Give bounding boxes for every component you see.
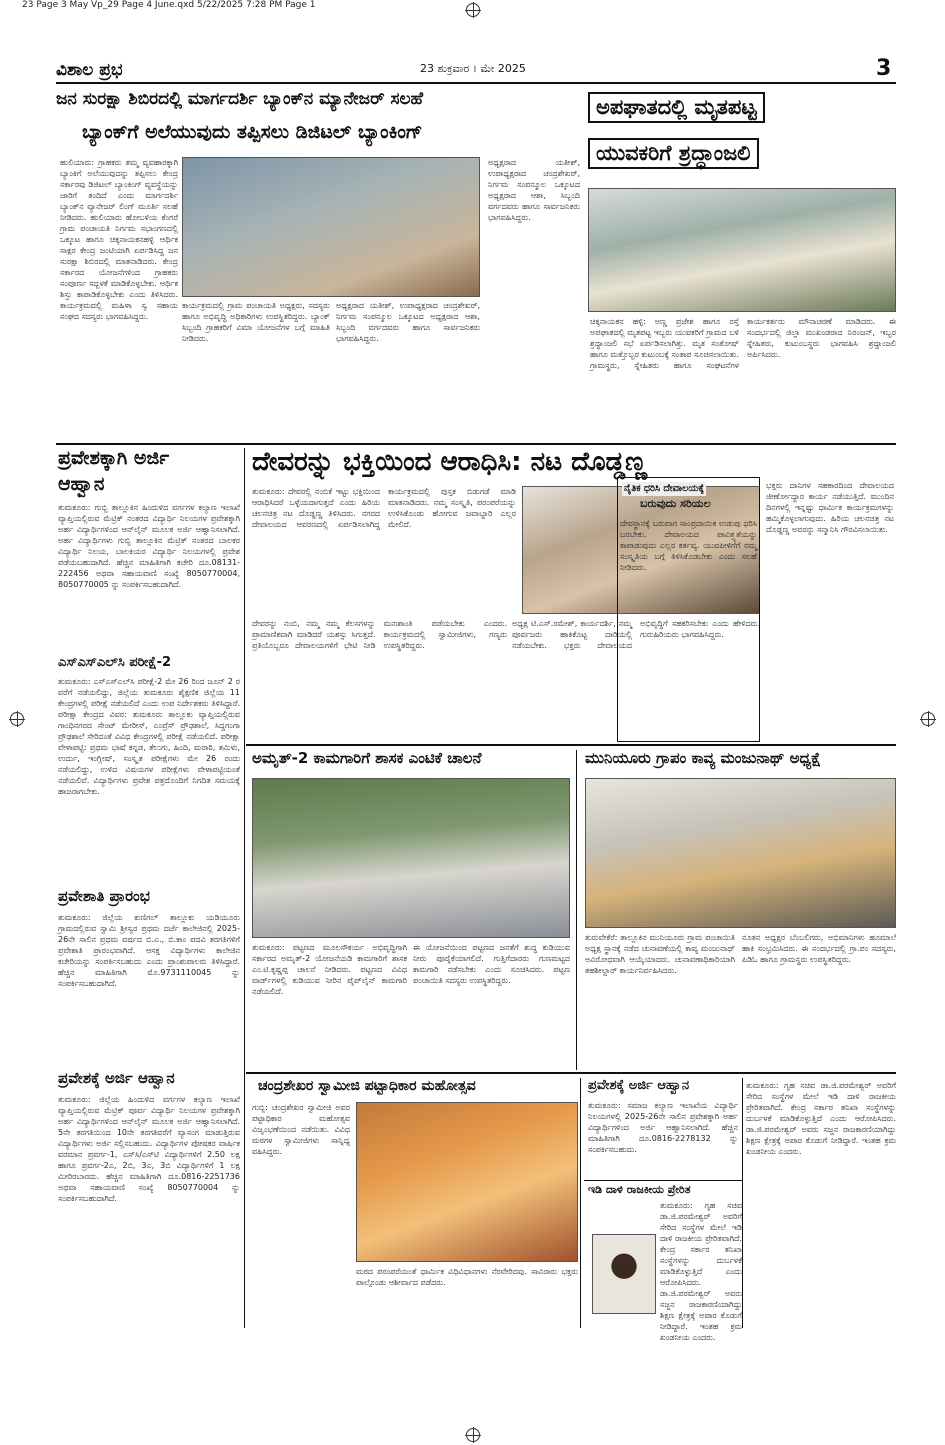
issue-date: 23 ಶುಕ್ರವಾರ । ಮೇ 2025 [420, 62, 526, 75]
story9-body: ಭಕ್ತರು ದಾನಿಗಳ ಸಹಕಾರದಿಂದ ದೇವಾಲಯದ ಜೀರ್ಣೋದ್ಧಾರ ಕಾರ್ಯ ನಡೆಯುತ್ತಿದೆ. ಮುಂದಿನ ದಿನಗಳಲ್ಲಿ ಇನ್ನಷ್ಟು ಧಾರ್ಮಿಕ ಕಾರ್ಯಕ್ರಮಗಳನ್ನು ಹಮ್ಮಿಕೊಳ್ಳಲಾಗುವುದು. ಹಿರಿಯ ಚಲನಚಿತ್ರ ನಟ ದೊಡ್ಡಣ್ಣ ಅವರನ್ನು ಸನ್ಮಾನಿಸಿ ಗೌರವಿಸಲಾಯಿತು. [766, 481, 894, 534]
story1-intro: ಹುಲಿಯಾರು: ಗ್ರಾಹಕರು ತಮ್ಮ ವ್ಯವಹಾರಕ್ಕಾಗಿ ಬ್ಯಾಂಕಿಗೆ ಅಲೆಯುವುದನ್ನು ತಪ್ಪಿಸಲು ಕೇಂದ್ರ ಸರ್ಕಾರವು ಡಿಜಿಟಲ್ ಬ್ಯಾಂಕಿಂಗ್ ವ್ಯವಸ್ಥೆಯನ್ನು ಜಾರಿಗೆ ತಂದಿದೆ ಎಂದು ಮಾರ್ಗದರ್ಶಿ ಬ್ಯಾಂಕ್‌ನ ವ್ಯಾನೇಜರ್ ಲಿಂಗ್ ಮೂರ್ತಿ ಸಲಹೆ ನೀಡಿದರು. [60, 158, 178, 222]
story7-body-right: ಅಧ್ಯಕ್ಷ ಟಿ.ಎಸ್.ರಮೇಶ್, ಕಾರ್ಯದರ್ಶಿ, ನಮ್ಮ ಪೂರ್ವಜರು ಹಾಕಿಕೊಟ್ಟ ದಾರಿಯಲ್ಲಿ ನಡೆಯಬೇಕು. ಭಕ್ತರು ದೇವಾಲಯದ ಅಭಿವೃದ್ಧಿಗೆ ಸಹಕರಿಸಬೇಕು ಎಂದು ಹೇಳಿದರು. ಗುರುಹಿರಿಯರು ಭಾಗವಹಿಸಿದ್ದರು. [512, 619, 760, 650]
column-rule [580, 1078, 581, 1328]
story13-body: ತುಮಕೂರು: ಸಮಾಜ ಕಲ್ಯಾಣ ಇಲಾಖೆಯ ವಿದ್ಯಾರ್ಥಿ ನಿಲಯಗಳಲ್ಲಿ 2025-26ನೇ ಸಾಲಿನ ಪ್ರವೇಶಕ್ಕಾಗಿ ಅರ್ಹ ವಿದ್ಯಾರ್ಥಿಗಳಿಂದ ಅರ್ಜಿ ಆಹ್ವಾನಿಸಲಾಗಿದೆ. ಹೆಚ್ಚಿನ ಮಾಹಿತಿಗಾಗಿ ದೂ.0816-2278132 ನ್ನು ಸಂಪರ್ಕಿಸಬಹುದು. [588, 1101, 738, 1154]
story12-body-left: ಗುಬ್ಬಿ: ಚಂದ್ರಶೇಖರ ಸ್ವಾಮೀಜಿ ಅವರ ಪಟ್ಟಾಧಿಕಾರ ಮಹೋತ್ಸವ ವಿಜೃಂಭಣೆಯಿಂದ ನಡೆಯಿತು. ವಿವಿಧ ಮಠಗಳ ಸ್ವಾಮೀಜಿಗಳು ಸಾನ್ನಿಧ್ಯ ವಹಿಸಿದ್ದರು. [252, 1103, 350, 1156]
registration-mark-icon [466, 3, 480, 17]
story7-body-left: ತುಮಕೂರು: ದೇವರಲ್ಲಿ ನಂಬಿಕೆ ಇಟ್ಟು ಭಕ್ತಿಯಿಂದ ಆರಾಧಿಸಿದರೆ ಒಳ್ಳೆಯದಾಗುತ್ತದೆ ಎಂದು ಹಿರಿಯ ಚಲನಚಿತ್ರ ನಟ ದೊಡ್ಡಣ್ಣ ತಿಳಿಸಿದರು. ನಗರದ ದೇವಾಲಯದ ಆವರಣದಲ್ಲಿ ಏರ್ಪಡಿಸಲಾಗಿದ್ದ ಕಾರ್ಯಕ್ರಮದಲ್ಲಿ ಪುಸ್ತಕ ಬಿಡುಗಡೆ ಮಾಡಿ ಮಾತನಾಡಿದರು. ನಮ್ಮ ಸಂಸ್ಕೃತಿ, ಪರಂಪರೆಯನ್ನು ಉಳಿಸಿಕೊಂಡು ಹೋಗುವ ಜವಾಬ್ದಾರಿ ಎಲ್ಲರ ಮೇಲಿದೆ. [252, 487, 516, 529]
story10-photo [252, 778, 570, 938]
story6-body: ತುಮಕೂರು: ಜಿಲ್ಲೆಯ ಹಿಂದುಳಿದ ವರ್ಗಗಳ ಕಲ್ಯಾಣ ಇಲಾಖೆ ವ್ಯಾಪ್ತಿಯಲ್ಲಿರುವ ಮೆಟ್ರಿಕ್ ಪೂರ್ವ ವಿದ್ಯಾರ್ಥಿ ನಿಲಯಗಳ ಪ್ರವೇಶಕ್ಕಾಗಿ ಅರ್ಹ ವಿದ್ಯಾರ್ಥಿಗಳಿಂದ ಆನ್‌ಲೈನ್ ಮೂಲಕ ಅರ್ಜಿ ಆಹ್ವಾನಿಸಲಾಗಿದೆ. 5ನೇ ತರಗತಿಯಿಂದ 10ನೇ ತರಗತಿವರೆಗೆ ವ್ಯಾಸಂಗ ಮಾಡುತ್ತಿರುವ ವಿದ್ಯಾರ್ಥಿಗಳು ಅರ್ಜಿ ಸಲ್ಲಿಸಬಹುದು. ವಿದ್ಯಾರ್ಥಿಗಳ ಪೋಷಕರ ವಾರ್ಷಿಕ ವರಮಾನ ಪ್ರವರ್ಗ-1, ಎಸ್‌ಸಿ/ಎಸ್‌ಟಿ ವಿದ್ಯಾರ್ಥಿಗಳಿಗೆ 2.50 ಲಕ್ಷ ಹಾಗೂ ಪ್ರವರ್ಗ-2ಎ, 2ಬಿ, 3ಎ, 3ಬಿ ವಿದ್ಯಾರ್ಥಿಗಳಿಗೆ 1 ಲಕ್ಷ ಮೀರಿರಬಾರದು. ಹೆಚ್ಚಿನ ಮಾಹಿತಿಗಾಗಿ ದೂ.0816-2251736 ಅಥವಾ ಸಹಾಯವಾಣಿ ಸಂಖ್ಯೆ 8050770004 ನ್ನು ಸಂಪರ್ಕಿಸಬಹುದಾಗಿದೆ. [58, 1095, 240, 1203]
story11-body-right: ನೂತನ ಅಧ್ಯಕ್ಷರ ಬೆಂಬಲಿಗರು, ಅಭಿಮಾನಿಗಳು ಹೂಮಾಲೆ ಹಾಕಿ ಸಂಭ್ರಮಿಸಿದರು. ಈ ಸಂದರ್ಭದಲ್ಲಿ ಗ್ರಾ.ಪಂ ಸದಸ್ಯರು, ಪಿಡಿಓ ಹಾಗೂ ಗ್ರಾಮಸ್ಥರು ಉಪಸ್ಥಿತರಿದ್ದರು. [742, 933, 896, 964]
paper-name: ವಿಶಾಲ ಪ್ರಭ [56, 60, 123, 80]
story1-headline-line1: ಜನ ಸುರಕ್ಷಾ ಶಿಬಿರದಲ್ಲಿ ಮಾರ್ಗದರ್ಶಿ ಬ್ಯಾಂಕ್‌ನ ಮ್ಯಾನೇಜರ್ ಸಲಹೆ [56, 89, 424, 109]
column-rule [576, 750, 577, 1070]
section-rule [56, 443, 896, 445]
story11-body-left: ತುರುವೇಕೆರೆ: ತಾಲ್ಲೂಕಿನ ಮುನಿಯೂರು ಗ್ರಾಮ ಪಂಚಾಯಿತಿ ಅಧ್ಯಕ್ಷ ಸ್ಥಾನಕ್ಕೆ ನಡೆದ ಚುನಾವಣೆಯಲ್ಲಿ ಕಾವ್ಯ ಮಂಜುನಾಥ್ ಅವಿರೋಧವಾಗಿ ಆಯ್ಕೆಯಾದರು. ಚುನಾವಣಾಧಿಕಾರಿಯಾಗಿ ತಹಶೀಲ್ದಾರ್ ಕಾರ್ಯನಿರ್ವಹಿಸಿದರು. [585, 933, 735, 975]
story14-portrait [592, 1234, 656, 1314]
story8-body: ದೇವಸ್ಥಾನಕ್ಕೆ ಬರುವಾಗ ಸಾಂಪ್ರದಾಯಿಕ ಉಡುಪು ಧರಿಸಿ ಬರಬೇಕು. ದೇವಾಲಯದ ಪಾವಿತ್ರ್ಯತೆಯನ್ನು ಕಾಪಾಡುವುದು ಎಲ್ಲರ ಕರ್ತವ್ಯ. ಯುವಪೀಳಿಗೆಗೆ ನಮ್ಮ ಸಂಸ್ಕೃತಿಯ ಬಗ್ಗೆ ತಿಳಿಸಿಕೊಡಬೇಕು ಎಂದು ಸಲಹೆ ನೀಡಿದರು. [620, 519, 757, 572]
story1-body-mid2: ಅಧ್ಯಕ್ಷರಾದ ಯತೀಶ್, ಉಪಾಧ್ಯಕ್ಷರಾದ ಚಂದ್ರಶೇಖರ್, ನಿರ್ಗಮ ಸಂಪನ್ಮೂಲ ಒಕ್ಕೂಟದ ಅಧ್ಯಕ್ಷರಾದ ಆಶಾ, ಸಿಬ್ಬಂದಿ ವರ್ಗದವರು ಹಾಗೂ ಸಾರ್ವಜನಿಕರು ಭಾಗವಹಿಸಿದ್ದರು. [336, 301, 480, 343]
story2-body: ಚಿಕ್ಕನಾಯಕನ ಹಳ್ಳಿ: ಅಣ್ಣ ಪ್ರಜೇಶ ಹಾಗೂ ರಸ್ತೆ ಅಪಘಾತದಲ್ಲಿ ಮೃತಪಟ್ಟ ಇಬ್ಬರು ಯುವಕರಿಗೆ ಗ್ರಾಮದ ಬಳಿ ಶ್ರದ್ಧಾಂಜಲಿ ಸಭೆ ಏರ್ಪಡಿಸಲಾಗಿತ್ತು. ಮೃತ ಸಂತೋಷ್ ಹಾಗೂ ಮತ್ತೊಬ್ಬರ ಕುಟುಂಬಕ್ಕೆ ಸಂತಾಪ ಸೂಚಿಸಲಾಯಿತು. ಗ್ರಾಮಸ್ಥರು, ಸ್ನೇಹಿತರು ಹಾಗೂ ಸಂಘಟನೆಗಳ ಕಾರ್ಯಕರ್ತರು ಮೌನಾಚರಣೆ ಮಾಡಿದರು. ಈ ಸಂದರ್ಭದಲ್ಲಿ ಜಿಲ್ಲಾ ಮುಖಂಡರಾದ ನಿರಂಜನ್, ಇಬ್ಬರ ಸ್ನೇಹಿತರು, ಕುಟುಂಬಸ್ಥರು ಭಾಗವಹಿಸಿ ಶ್ರದ್ಧಾಂಜಲಿ ಅರ್ಪಿಸಿದರು. [590, 317, 896, 370]
story1-headline-line2: ಬ್ಯಾಂಕ್‌ಗೆ ಅಲೆಯುವುದು ತಪ್ಪಿಸಲು ಡಿಜಿಟಲ್ ಬ್ಯಾಂಕಿಂಗ್ [82, 121, 423, 143]
story4-headline: ಎಸ್‌ಎಸ್‌ಎಲ್‌ಸಿ ಪರೀಕ್ಷೆ-2 [58, 655, 172, 670]
story3-headline-line1: ಪ್ರವೇಶಕ್ಕಾಗಿ ಅರ್ಜಿ [58, 447, 170, 469]
column-rule [244, 448, 245, 1328]
story13-headline: ಪ್ರವೇಶಕ್ಕೆ ಅರ್ಜಿ ಆಹ್ವಾನ [588, 1078, 690, 1093]
story1-body-mid: ಕಾರ್ಯಕ್ರಮದಲ್ಲಿ ಗ್ರಾಮ ಪಂಚಾಯತಿ ಅಧ್ಯಕ್ಷರು, ಸದಸ್ಯರು ಹಾಗೂ ಅಭಿವೃದ್ಧಿ ಅಧಿಕಾರಿಗಳು ಉಪಸ್ಥಿತರಿದ್ದರು. ಬ್ಯಾಂಕ್ ಸಿಬ್ಬಂದಿ ಗ್ರಾಹಕರಿಗೆ ವಿಮಾ ಯೋಜನೆಗಳ ಬಗ್ಗೆ ಮಾಹಿತಿ ನೀಡಿದರು. [182, 301, 330, 343]
story5-body: ತುಮಕೂರು: ಜಿಲ್ಲೆಯ ಕುಣಿಗಲ್ ತಾಲ್ಲೂಕು ಯಡಿಯೂರು ಗ್ರಾಮದಲ್ಲಿರುವ ಸ್ವಾಮಿ ಶ್ರೀಸ್ವರ ಪ್ರಥಮ ದರ್ಜೆ ಕಾಲೇಜಿನಲ್ಲಿ 2025-26ನೇ ಸಾಲಿನ ಪ್ರಥಮ ವರ್ಷದ ಬಿ.ಎ., ಬಿ.ಕಾಂ ಪದವಿ ತರಗತಿಗಳಿಗೆ ಪ್ರವೇಶಾತಿ ಪ್ರಾರಂಭವಾಗಿದೆ. ಆಸಕ್ತ ವಿದ್ಯಾರ್ಥಿಗಳು ಕಾಲೇಜಿನ ಕಚೇರಿಯನ್ನು ಸಂಪರ್ಕಿಸಬಹುದು ಎಂದು ಪ್ರಾಂಶುಪಾಲರು ತಿಳಿಸಿದ್ದಾರೆ. ಹೆಚ್ಚಿನ ಮಾಹಿತಿಗಾಗಿ ಮೊ.9731110045 ನ್ನು ಸಂಪರ್ಕಿಸಬಹುದಾಗಿದೆ. [58, 913, 240, 988]
story7-body-mid: ದೇವರನ್ನು ನಂಬಿ, ನಮ್ಮ ನಮ್ಮ ಕೆಲಸಗಳನ್ನು ಪ್ರಾಮಾಣಿಕವಾಗಿ ಮಾಡಿದರೆ ಯಶಸ್ಸು ಸಿಗುತ್ತದೆ. ಪ್ರತಿಯೊಬ್ಬರೂ ದೇವಾಲಯಗಳಿಗೆ ಭೇಟಿ ನೀಡಿ ಮನಃಶಾಂತಿ ಪಡೆಯಬೇಕು ಎಂದರು. ಕಾರ್ಯಕ್ರಮದಲ್ಲಿ ಸ್ವಾಮೀಜಿಗಳು, ಗಣ್ಯರು ಉಪಸ್ಥಿತರಿದ್ದರು. [252, 619, 507, 650]
story3-headline-line2: ಆಹ್ವಾನ [58, 473, 105, 495]
page-number: 3 [876, 56, 892, 81]
story6-headline: ಪ್ರವೇಶಕ್ಕೆ ಅರ್ಜಿ ಆಹ್ವಾನ [58, 1069, 175, 1087]
story2-photo [588, 188, 896, 312]
story7-headline: ದೇವರನ್ನು ಭಕ್ತಿಯಿಂದ ಆರಾಧಿಸಿ: ನಟ ದೊಡ್ಡಣ್ಣ [252, 447, 648, 477]
story12-photo [356, 1102, 578, 1262]
story11-headline: ಮುನಿಯೂರು ಗ್ರಾಪಂ ಕಾವ್ಯ ಮಂಜುನಾಥ್ ಅಧ್ಯಕ್ಷೆ [585, 749, 821, 767]
story4-body: ತುಮಕೂರು: ಎಸ್‌ಎಸ್‌ಎಲ್‌ಸಿ ಪರೀಕ್ಷೆ-2 ಮೇ 26 ರಿಂದ ಜೂನ್ 2 ರ ವರೆಗೆ ನಡೆಯಲಿದ್ದು, ಜಿಲ್ಲೆಯ ತುಮಕೂರು ಶೈಕ್ಷಣಿಕ ಜಿಲ್ಲೆಯ 11 ಕೇಂದ್ರಗಳಲ್ಲಿ ಪರೀಕ್ಷೆ ನಡೆಯಲಿದೆ ಎಂದು ಉಪ ನಿರ್ದೇಶಕರು ತಿಳಿಸಿದ್ದಾರೆ. ಪರೀಕ್ಷಾ ಕೇಂದ್ರದ ವಿವರ: ತುಮಕೂರು ತಾಲ್ಲೂಕು ವ್ಯಾಪ್ತಿಯಲ್ಲಿರುವ ಗಾಂಧಿನಗರದ ಸೇಂಟ್ ಮೇರೀಸ್, ಎಂಪ್ರೆಸ್ ಪ್ರೌಢಶಾಲೆ, ಸಿದ್ದಗಂಗಾ ಪ್ರೌಢಶಾಲೆ ಸೇರಿದಂತೆ ವಿವಿಧ ಕೇಂದ್ರಗಳಲ್ಲಿ ಪರೀಕ್ಷೆ ನಡೆಯಲಿದೆ. ಪರೀಕ್ಷಾ ವೇಳಾಪಟ್ಟಿ: ಪ್ರಥಮ ಭಾಷೆ ಕನ್ನಡ, ತೆಲುಗು, ಹಿಂದಿ, ಮರಾಠಿ, ತಮಿಳು, ಉರ್ದು, ಇಂಗ್ಲೀಷ್, ಸಂಸ್ಕೃತ ಪರೀಕ್ಷೆಗಳು ಮೇ 26 ರಂದು ನಡೆಯಲಿದ್ದು, ಉಳಿದ ವಿಷಯಗಳ ಪರೀಕ್ಷೆಗಳು ವೇಳಾಪಟ್ಟಿಯಂತೆ ನಡೆಯಲಿವೆ. ವಿದ್ಯಾರ್ಥಿಗಳು ಪ್ರವೇಶ ಪತ್ರದೊಂದಿಗೆ ನಿಗದಿತ ಸಮಯಕ್ಕೆ ಹಾಜರಾಗಬೇಕು. [58, 677, 240, 796]
print-slug: 23 Page 3 May Vp_29 Page 4 June.qxd 5/22/2025 7:28 PM Page 1 [22, 0, 316, 10]
story2-headline-line1: ಅಪಘಾತದಲ್ಲಿ ಮೃತಪಟ್ಟ [588, 92, 765, 123]
story1-body-left [60, 157, 178, 437]
story14-body-right: ತುಮಕೂರು: ಗೃಹ ಸಚಿವ ಡಾ.ಜಿ.ಪರಮೇಶ್ವರ್ ಅವರಿಗೆ ಸೇರಿದ ಸಂಸ್ಥೆಗಳ ಮೇಲೆ ಇಡಿ ದಾಳಿ ರಾಜಕೀಯ ಪ್ರೇರಿತವಾಗಿದೆ. ಕೇಂದ್ರ ಸರ್ಕಾರ ತನಿಖಾ ಸಂಸ್ಥೆಗಳನ್ನು ದುರ್ಬಳಕೆ ಮಾಡಿಕೊಳ್ಳುತ್ತಿದೆ ಎಂದು ಆರೋಪಿಸಿದರು. ಡಾ.ಜಿ.ಪರಮೇಶ್ವರ್ ಅವರು ಸಜ್ಜನ ರಾಜಕಾರಣಿಯಾಗಿದ್ದು ಶಿಕ್ಷಣ ಕ್ಷೇತ್ರಕ್ಕೆ ಅಪಾರ ಕೊಡುಗೆ ನೀಡಿದ್ದಾರೆ. ಇಂತಹ ಕ್ರಮ ಖಂಡನೀಯ ಎಂದರು. [746, 1081, 896, 1156]
registration-mark-icon [10, 712, 24, 726]
masthead-rule [56, 82, 896, 84]
story2-headline-line2: ಯುವಕರಿಗೆ ಶ್ರದ್ಧಾಂಜಲಿ [588, 138, 759, 169]
registration-mark-icon [921, 712, 935, 726]
story8-headline-line1: ನೈತಿಕ ಧರಿಸಿ ದೇವಾಲಯಕ್ಕೆ [622, 482, 706, 496]
section-rule [584, 1180, 742, 1181]
column-rule [742, 1078, 743, 1328]
story12-body-mid: ಮಠದ ಪರಂಪರೆಯಂತೆ ಧಾರ್ಮಿಕ ವಿಧಿವಿಧಾನಗಳು ನೆರವೇರಿದವು. ಸಾವಿರಾರು ಭಕ್ತರು ಪಾಲ್ಗೊಂಡು ಆಶೀರ್ವಾದ ಪಡೆದರು. [356, 1267, 578, 1287]
story3-body: ತುಮಕೂರು: ಗುಬ್ಬಿ ತಾಲ್ಲೂಕಿನ ಹಿಂದುಳಿದ ವರ್ಗಗಳ ಕಲ್ಯಾಣ ಇಲಾಖೆ ವ್ಯಾಪ್ತಿಯಲ್ಲಿರುವ ಮೆಟ್ರಿಕ್ ನಂತರದ ವಿದ್ಯಾರ್ಥಿ ನಿಲಯಗಳ ಪ್ರವೇಶಕ್ಕಾಗಿ ಅರ್ಹ ವಿದ್ಯಾರ್ಥಿಗಳಿಂದ ಆನ್‌ಲೈನ್ ಮೂಲಕ ಅರ್ಜಿ ಆಹ್ವಾನಿಸಲಾಗಿದೆ. ಅರ್ಹ ವಿದ್ಯಾರ್ಥಿಗಳು ಗುಬ್ಬಿ ತಾಲ್ಲೂಕಿನ ಮೆಟ್ರಿಕ್ ನಂತರದ ಬಾಲಕರ ವಿದ್ಯಾರ್ಥಿ ನಿಲಯ, ಬಾಲಕಿಯರ ವಿದ್ಯಾರ್ಥಿ ನಿಲಯಗಳಲ್ಲಿ ಪ್ರವೇಶ ಪಡೆಯಬಹುದಾಗಿದೆ. ಹೆಚ್ಚಿನ ಮಾಹಿತಿಗಾಗಿ ಕಚೇರಿ ದೂ.08131-222456 ಅಥವಾ ಸಹಾಯವಾಣಿ ಸಂಖ್ಯೆ 8050770004, 8050770005 ನ್ನು ಸಂಪರ್ಕಿಸಬಹುದಾಗಿದೆ. [58, 503, 240, 589]
story5-headline: ಪ್ರವೇಶಾತಿ ಪ್ರಾರಂಭ [58, 887, 150, 905]
story12-headline: ಚಂದ್ರಶೇಖರ ಸ್ವಾಮೀಜಿ ಪಟ್ಟಾಧಿಕಾರ ಮಹೋತ್ಸವ [258, 1078, 476, 1094]
story14-headline: ಇಡಿ ದಾಳಿ ರಾಜಕೀಯ ಪ್ರೇರಿತ [588, 1183, 691, 1196]
registration-mark-icon [466, 1428, 480, 1442]
story10-headline: ಅಮೃತ್-2 ಕಾಮಗಾರಿಗೆ ಶಾಸಕ ಎಂಟಿಕೆ ಚಾಲನೆ [252, 749, 482, 767]
section-rule [246, 1072, 896, 1074]
story1-photo [182, 157, 480, 297]
story1-body-left-text: ಹುಲಿಯಾರು ಹೋಬಳಿಯ ಕೆಂಗರೆ ಗ್ರಾಮ ಪಂಚಾಯತಿ ನಿರ್ಗಮ ಸಭಾಂಗಣದಲ್ಲಿ ಒಕ್ಕೂಟ ಹಾಗೂ ಚಿಕ್ಕನಾಯಕನಹಳ್ಳಿ ಆರ್ಥಿಕ ಸಾಕ್ಷರ ಕೇಂದ್ರ ಜಂಟಿಯಾಗಿ ಏರ್ಪಡಿಸಿದ್ದ ಜನ ಸುರಕ್ಷಾ ಶಿಬಿರದಲ್ಲಿ ಮಾತನಾಡಿದರು. ಕೇಂದ್ರ ಸರ್ಕಾರದ ಯೋಜನೆಗಳಿಂದ ಗ್ರಾಹಕರು ಸಂಪೂರ್ಣ ಸದ್ಬಳಕೆ ಮಾಡಿಕೊಳ್ಳಬೇಕು. ಆರ್ಥಿಕ ಶಿಸ್ತು ಕಾಪಾಡಿಕೊಳ್ಳಬೇಕು ಎಂದು ತಿಳಿಸಿದರು. ಕಾರ್ಯಕ್ರಮದಲ್ಲಿ ಮಹಿಳಾ ಸ್ವ ಸಹಾಯ ಸಂಘದ ಸದಸ್ಯರು ಭಾಗವಹಿಸಿದ್ದರು. [60, 213, 178, 321]
story8-headline-line2: ಬರುವುದು ಸರಿಯಲ [640, 497, 711, 510]
section-rule [246, 744, 896, 746]
story10-body-right: ಈ ಯೋಜನೆಯಿಂದ ಪಟ್ಟಣದ ಜನತೆಗೆ ಶುದ್ಧ ಕುಡಿಯುವ ನೀರು ಪೂರೈಕೆಯಾಗಲಿದೆ. ಗುತ್ತಿಗೆದಾರರು ಗುಣಮಟ್ಟದ ಕಾಮಗಾರಿ ನಡೆಸಬೇಕು ಎಂದು ಸೂಚಿಸಿದರು. ಪಟ್ಟಣ ಪಂಚಾಯಿತಿ ಸದಸ್ಯರು ಉಪಸ್ಥಿತರಿದ್ದರು. [413, 943, 570, 985]
story14-body: ತುಮಕೂರು: ಗೃಹ ಸಚಿವ ಡಾ.ಜಿ.ಪರಮೇಶ್ವರ್ ಅವರಿಗೆ ಸೇರಿದ ಸಂಸ್ಥೆಗಳ ಮೇಲೆ ಇಡಿ ದಾಳಿ ರಾಜಕೀಯ ಪ್ರೇರಿತವಾಗಿದೆ. ಕೇಂದ್ರ ಸರ್ಕಾರ ತನಿಖಾ ಸಂಸ್ಥೆಗಳನ್ನು ದುರ್ಬಳಕೆ ಮಾಡಿಕೊಳ್ಳುತ್ತಿದೆ ಎಂದು ಆರೋಪಿಸಿದರು. ಡಾ.ಜಿ.ಪರಮೇಶ್ವರ್ ಅವರು ಸಜ್ಜನ ರಾಜಕಾರಣಿಯಾಗಿದ್ದು ಶಿಕ್ಷಣ ಕ್ಷೇತ್ರಕ್ಕೆ ಅಪಾರ ಕೊಡುಗೆ ನೀಡಿದ್ದಾರೆ. ಇಂತಹ ಕ್ರಮ ಖಂಡನೀಯ ಎಂದರು. [660, 1201, 742, 1342]
story10-body-left: ತುಮಕೂರು: ಪಟ್ಟಣದ ಮೂಲಸೌಕರ್ಯ ಅಭಿವೃದ್ಧಿಗಾಗಿ ಸರ್ಕಾರದ ಅಮೃತ್-2 ಯೋಜನೆಯಡಿ ಕಾಮಗಾರಿಗೆ ಶಾಸಕ ಎಂ.ಟಿ.ಕೃಷ್ಣಪ್ಪ ಚಾಲನೆ ನೀಡಿದರು. ಪಟ್ಟಣದ ವಿವಿಧ ವಾರ್ಡ್‌ಗಳಲ್ಲಿ ಕುಡಿಯುವ ನೀರಿನ ಪೈಪ್‌ಲೈನ್ ಕಾಮಗಾರಿ ನಡೆಯಲಿದೆ. [252, 943, 407, 996]
story1-body-right: ಅಧ್ಯಕ್ಷರಾದ ಯತೀಶ್, ಉಪಾಧ್ಯಕ್ಷರಾದ ಚಂದ್ರಶೇಖರ್, ನಿರ್ಗಮ ಸಂಪನ್ಮೂಲ ಒಕ್ಕೂಟದ ಅಧ್ಯಕ್ಷರಾದ ಆಶಾ, ಸಿಬ್ಬಂದಿ ವರ್ಗದವರು ಹಾಗೂ ಸಾರ್ವಜನಿಕರು ಭಾಗವಹಿಸಿದ್ದರು. [488, 158, 580, 222]
story11-photo [585, 778, 896, 928]
